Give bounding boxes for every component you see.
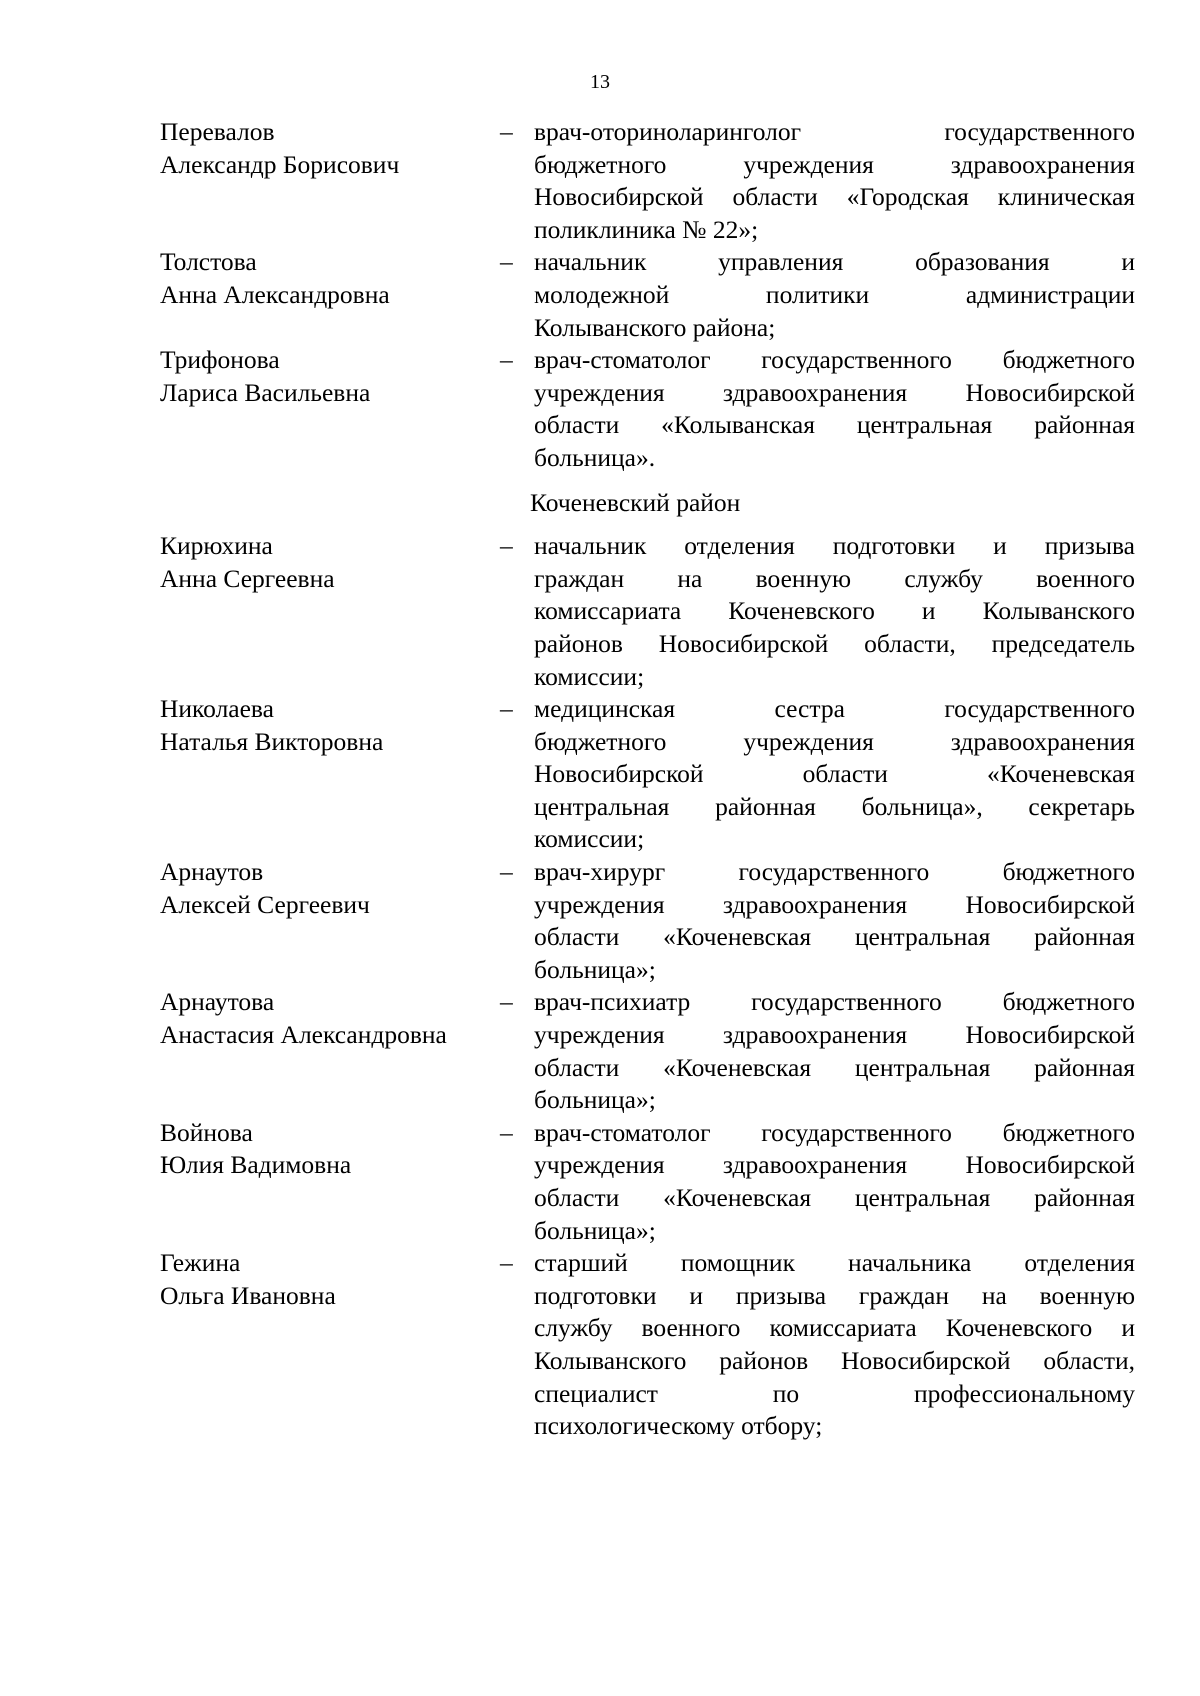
member-position (530, 530, 1135, 693)
member-position (530, 1247, 1135, 1443)
position-line: Новосибирской области «Коченевская (534, 759, 1135, 789)
member-entry (160, 1117, 1135, 1247)
member-entry (160, 856, 1135, 986)
member-name (160, 693, 500, 758)
member-given-names: Ольга Ивановна (160, 1280, 336, 1310)
position-line: бюджетного учреждения здравоохранения (534, 149, 1135, 179)
member-surname: Войнова (160, 1117, 253, 1147)
position-line: учреждения здравоохранения Новосибирской (534, 1020, 1135, 1050)
member-entry (160, 530, 1135, 693)
member-position (530, 246, 1135, 344)
member-surname: Перевалов (160, 117, 275, 146)
position-line: подготовки и призыва граждан на военную (534, 1280, 1135, 1310)
member-surname: Трифонова (160, 345, 280, 375)
section-heading: Коченевский район (530, 487, 741, 517)
member-entry (160, 986, 1135, 1116)
member-given-names: Анастасия Александровна (160, 1020, 447, 1050)
entry-dash: – (500, 694, 513, 724)
member-given-names: Лариса Васильевна (160, 377, 371, 407)
member-surname: Арнаутова (160, 987, 275, 1017)
position-line: учреждения здравоохранения Новосибирской (534, 1150, 1135, 1180)
position-line: больница»; (534, 954, 656, 984)
entry-dash: – (500, 1248, 513, 1278)
position-line: врач-стоматолог государственного бюджетного (534, 345, 1135, 375)
member-position (530, 856, 1135, 986)
position-line: области «Колыванская центральная районная (534, 410, 1135, 440)
position-line: граждан на военную службу военного (534, 563, 1135, 593)
member-entry (160, 1247, 1135, 1443)
position-line: Колыванского районов Новосибирской области, (534, 1345, 1135, 1375)
entry-dash: – (500, 117, 513, 146)
member-surname: Гежина (160, 1248, 241, 1278)
position-line: комиссариата Коченевского и Колыванского (534, 596, 1135, 626)
member-given-names: Анна Сергеевна (160, 563, 335, 593)
member-name (160, 246, 500, 311)
member-name (160, 856, 500, 921)
position-line: области «Коченевская центральная районная (534, 1183, 1135, 1212)
position-line: врач-стоматолог государственного бюджетного (534, 1117, 1135, 1147)
member-surname: Арнаутов (160, 857, 264, 887)
position-line: бюджетного учреждения здравоохранения (534, 726, 1135, 756)
entry-dash: – (500, 857, 513, 887)
entry-dash: – (500, 531, 513, 561)
commission-list (160, 116, 1135, 1443)
position-line: службу военного комиссариата Коченевского и (534, 1313, 1135, 1343)
position-line: учреждения здравоохранения Новосибирской (534, 377, 1135, 407)
member-given-names: Александр Борисович (160, 149, 400, 179)
member-name (160, 530, 500, 595)
entries-group-kolyvan (160, 116, 1135, 475)
position-line: больница»; (534, 1085, 656, 1115)
position-line: районов Новосибирской области, председатель (534, 628, 1135, 658)
position-line: психологическому отбору; (534, 1411, 823, 1441)
position-line: начальник отделения подготовки и призыва (534, 531, 1135, 561)
member-entry (160, 246, 1135, 344)
member-name (160, 1247, 500, 1312)
position-line: врач-хирург государственного бюджетного (534, 857, 1135, 887)
member-name (160, 986, 500, 1051)
member-position (530, 693, 1135, 856)
member-surname: Толстова (160, 247, 257, 277)
member-given-names: Юлия Вадимовна (160, 1150, 352, 1180)
entries-group-kochenevo (160, 530, 1135, 1443)
member-position (530, 116, 1135, 246)
entry-dash: – (500, 987, 513, 1017)
position-line: поликлиника № 22»; (534, 214, 759, 244)
entry-dash: – (500, 247, 513, 277)
position-line: начальник управления образования и (534, 247, 1135, 277)
position-line: центральная районная больница», секретарь (534, 791, 1135, 821)
position-line: области «Коченевская центральная районная (534, 922, 1135, 952)
entry-dash: – (500, 1117, 513, 1147)
position-line: больница»; (534, 1215, 656, 1245)
position-line: комиссии; (534, 661, 645, 691)
member-name (160, 1117, 500, 1182)
position-line: молодежной политики администрации (534, 279, 1135, 309)
member-position (530, 1117, 1135, 1247)
position-line: врач-психиатр государственного бюджетного (534, 987, 1135, 1017)
position-line: учреждения здравоохранения Новосибирской (534, 889, 1135, 919)
position-line: специалист по профессиональному (534, 1378, 1135, 1408)
position-line: старший помощник начальника отделения (534, 1248, 1135, 1278)
entry-dash: – (500, 345, 513, 375)
position-line: Новосибирской области «Городская клиническая (534, 182, 1135, 212)
member-name (160, 344, 500, 409)
position-line: области «Коченевская центральная районная (534, 1052, 1135, 1082)
member-entry (160, 344, 1135, 474)
member-name (160, 116, 500, 181)
position-line: комиссии; (534, 824, 645, 854)
member-position (530, 344, 1135, 474)
member-given-names: Анна Александровна (160, 279, 390, 309)
page-number: 13 (590, 71, 610, 93)
member-given-names: Алексей Сергеевич (160, 889, 370, 919)
member-surname: Николаева (160, 694, 274, 724)
member-surname: Кирюхина (160, 531, 273, 561)
position-line: врач-оториноларинголог государственного (534, 117, 1135, 146)
member-entry (160, 116, 1135, 246)
position-line: медицинская сестра государственного (534, 694, 1135, 724)
position-line: больница». (534, 442, 656, 472)
member-entry (160, 693, 1135, 856)
member-position (530, 986, 1135, 1116)
member-given-names: Наталья Викторовна (160, 726, 384, 756)
position-line: Колыванского района; (534, 312, 776, 342)
